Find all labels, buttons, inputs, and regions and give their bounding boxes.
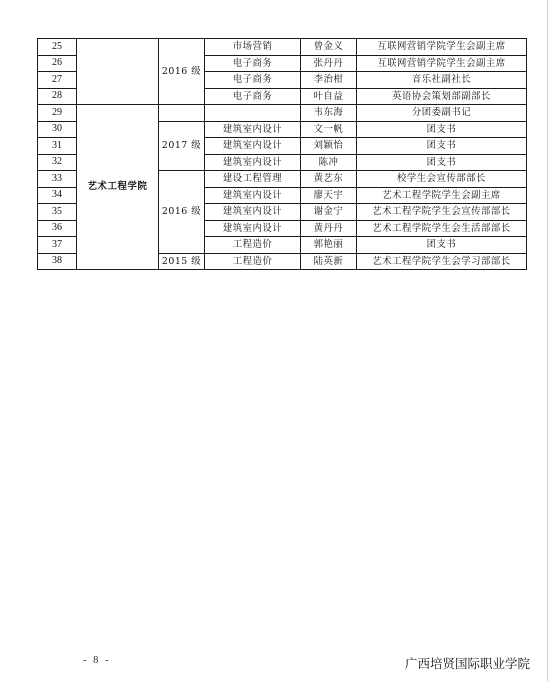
name-cell: 文一帆	[301, 121, 357, 138]
grade-cell	[159, 105, 205, 122]
name-cell: 黄丹丹	[301, 220, 357, 237]
row-number: 28	[38, 88, 77, 105]
row-number: 37	[38, 237, 77, 254]
role-cell: 团支书	[357, 138, 527, 155]
role-cell: 艺术工程学院学生会生活部部长	[357, 220, 527, 237]
row-number: 36	[38, 220, 77, 237]
role-cell: 互联网营销学院学生会副主席	[357, 55, 527, 72]
major-cell: 电子商务	[205, 72, 301, 89]
table-row	[38, 105, 527, 122]
role-cell: 校学生会宣传部部长	[357, 171, 527, 188]
row-number: 26	[38, 55, 77, 72]
role-cell: 团支书	[357, 154, 527, 171]
major-cell: 建筑室内设计	[205, 220, 301, 237]
name-cell: 刘颖怡	[301, 138, 357, 155]
row-number: 27	[38, 72, 77, 89]
school-name: 广西培贤国际职业学院	[405, 656, 531, 671]
table-row	[38, 39, 527, 56]
row-number: 29	[38, 105, 77, 122]
row-number: 25	[38, 39, 77, 56]
major-cell: 建设工程管理	[205, 171, 301, 188]
grade-cell: 2016 级	[159, 39, 205, 105]
major-cell: 建筑室内设计	[205, 154, 301, 171]
role-cell: 艺术工程学院学生会副主席	[357, 187, 527, 204]
college-cell-empty	[77, 39, 159, 105]
role-cell: 分团委副书记	[357, 105, 527, 122]
name-cell: 叶自益	[301, 88, 357, 105]
name-cell: 韦东海	[301, 105, 357, 122]
row-number: 33	[38, 171, 77, 188]
major-cell: 电子商务	[205, 55, 301, 72]
major-cell: 工程造价	[205, 253, 301, 270]
role-cell: 团支书	[357, 121, 527, 138]
grade-cell: 2017 级	[159, 121, 205, 171]
role-cell: 互联网营销学院学生会副主席	[357, 39, 527, 56]
major-cell: 建筑室内设计	[205, 187, 301, 204]
role-cell: 音乐社副社长	[357, 72, 527, 89]
name-cell: 郭艳丽	[301, 237, 357, 254]
name-cell: 张丹丹	[301, 55, 357, 72]
grade-cell: 2015 级	[159, 253, 205, 270]
major-cell: 建筑室内设计	[205, 138, 301, 155]
major-cell	[205, 105, 301, 122]
role-cell: 英语协会策划部副部长	[357, 88, 527, 105]
row-number: 35	[38, 204, 77, 221]
name-cell: 曾金义	[301, 39, 357, 56]
name-cell: 黄艺东	[301, 171, 357, 188]
name-cell: 廖天宇	[301, 187, 357, 204]
name-cell: 谢金宁	[301, 204, 357, 221]
role-cell: 艺术工程学院学生会学习部部长	[357, 253, 527, 270]
name-cell: 陈冲	[301, 154, 357, 171]
name-cell: 李治柑	[301, 72, 357, 89]
major-cell: 市场营销	[205, 39, 301, 56]
major-cell: 工程造价	[205, 237, 301, 254]
major-cell: 建筑室内设计	[205, 121, 301, 138]
row-number: 31	[38, 138, 77, 155]
row-number: 34	[38, 187, 77, 204]
role-cell: 团支书	[357, 237, 527, 254]
name-cell: 陆英新	[301, 253, 357, 270]
page-number: - 8 -	[83, 655, 111, 666]
row-number: 30	[38, 121, 77, 138]
row-number: 38	[38, 253, 77, 270]
grade-cell: 2016 级	[159, 171, 205, 254]
row-number: 32	[38, 154, 77, 171]
student-roster-table	[37, 38, 527, 270]
major-cell: 电子商务	[205, 88, 301, 105]
college-cell: 艺术工程学院	[77, 105, 159, 270]
role-cell: 艺术工程学院学生会宣传部部长	[357, 204, 527, 221]
major-cell: 建筑室内设计	[205, 204, 301, 221]
